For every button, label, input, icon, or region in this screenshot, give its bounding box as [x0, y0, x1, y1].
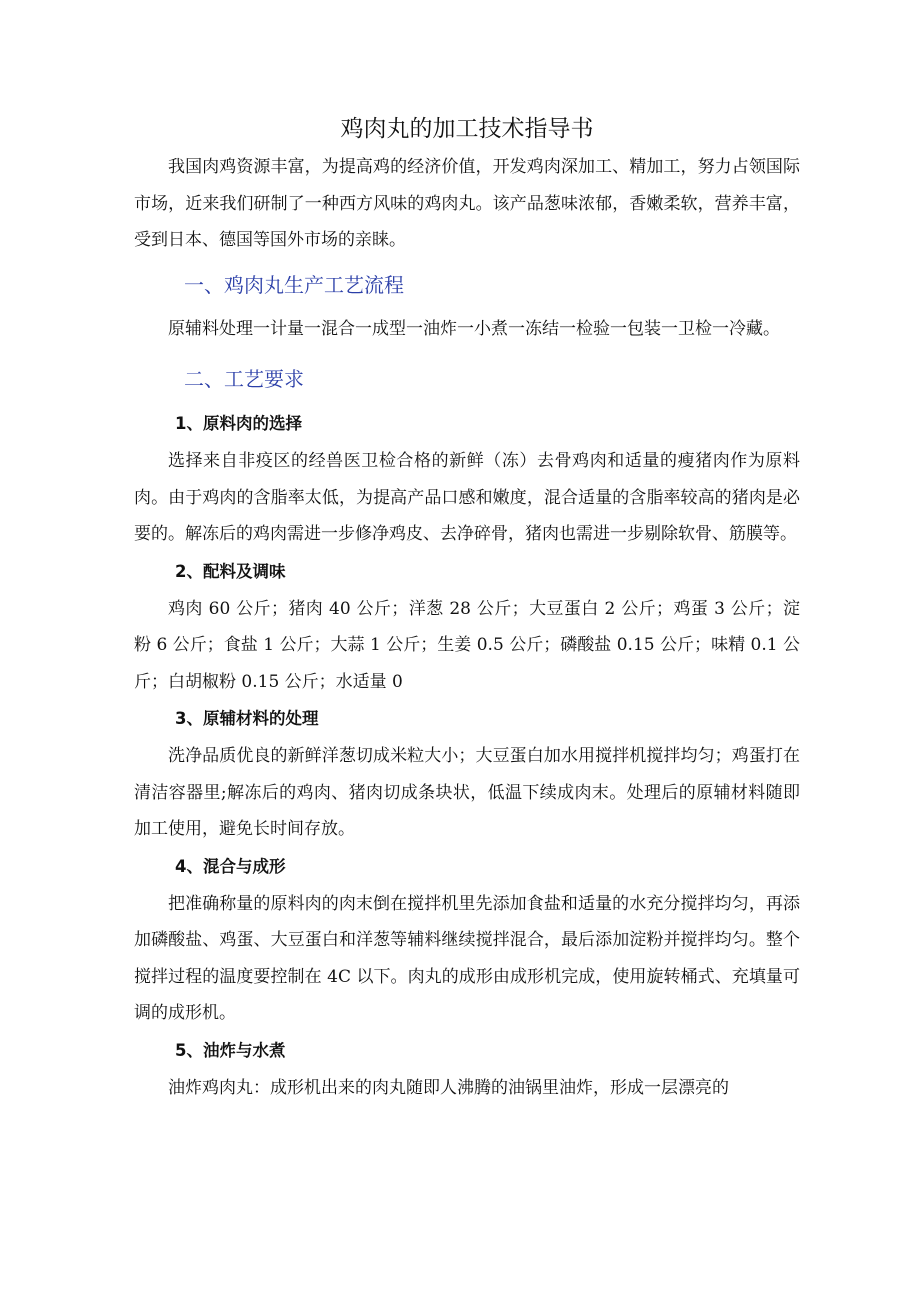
document-title: 鸡肉丸的加工技术指导书: [340, 116, 594, 142]
material-processing-paragraph: 洗净品质优良的新鲜洋葱切成米粒大小；大豆蛋白加水用搅拌机搅拌均匀；鸡蛋打在清洁容器里;解冻后的鸡肉、猪肉切成条块状，低温下续成肉末。处理后的原辅材料随即加工使用，避免长时间存放。: [134, 746, 800, 839]
ingredients-paragraph: 鸡肉 60 公斤；猪肉 40 公斤；洋葱 28 公斤；大豆蛋白 2 公斤；鸡蛋 3 公斤；淀粉 6 公斤；食盐 1 公斤；大蒜 1 公斤；生姜 0.5 公斤；磷酸盐 0.15 公斤；味精 0.1 公斤；白胡椒粉 0.15 公斤；水适量 0: [134, 598, 800, 692]
section-heading-requirements: 二、工艺要求: [184, 367, 304, 391]
subsection-heading-frying-boiling: 5、油炸与水煮: [175, 1040, 286, 1060]
raw-meat-paragraph: 选择来自非疫区的经兽医卫检合格的新鲜（冻）去骨鸡肉和适量的瘦猪肉作为原料肉。由于鸡肉的含脂率太低，为提高产品口感和嫩度，混合适量的含脂率较高的猪肉是必要的。解冻后的鸡肉需进一步修净鸡皮、去净碎骨，猪肉也需进一步剔除软骨、筋膜等。: [134, 451, 800, 544]
subsection-heading-material-processing: 3、原辅材料的处理: [175, 709, 319, 728]
process-flow-paragraph: 原辅料处理一计量一混合一成型一油炸一小煮一冻结一检验一包装一卫检一冷藏。: [168, 318, 780, 339]
subsection-heading-ingredients: 2、配料及调味: [175, 561, 286, 581]
document-body: [134, 112, 800, 1106]
section-heading-process-flow: 一、鸡肉丸生产工艺流程: [184, 272, 404, 297]
intro-paragraph: 我国肉鸡资源丰富，为提高鸡的经济价值，开发鸡肉深加工、精加工，努力占领国际市场，近来我们研制了一种西方风味的鸡肉丸。该产品葱味浓郁，香嫩柔软，营养丰富，受到日本、德国等国外市场的亲睐。: [134, 157, 800, 250]
subsection-heading-raw-meat: 1、原料肉的选择: [175, 414, 302, 433]
frying-boiling-paragraph: 油炸鸡肉丸：成形机出来的肉丸随即人沸腾的油锅里油炸，形成一层漂亮的: [168, 1077, 729, 1098]
subsection-heading-mixing-forming: 4、混合与成形: [175, 856, 286, 876]
mixing-forming-paragraph: 把准确称量的原料肉的肉末倒在搅拌机里先添加食盐和适量的水充分搅拌均匀，再添加磷酸盐、鸡蛋、大豆蛋白和洋葱等辅料继续搅拌混合，最后添加淀粉并搅拌均匀。整个搅拌过程的温度要控制在 4C 以下。肉丸的成形由成形机完成，使用旋转桶式、充填量可调的成形机。: [134, 893, 800, 1023]
